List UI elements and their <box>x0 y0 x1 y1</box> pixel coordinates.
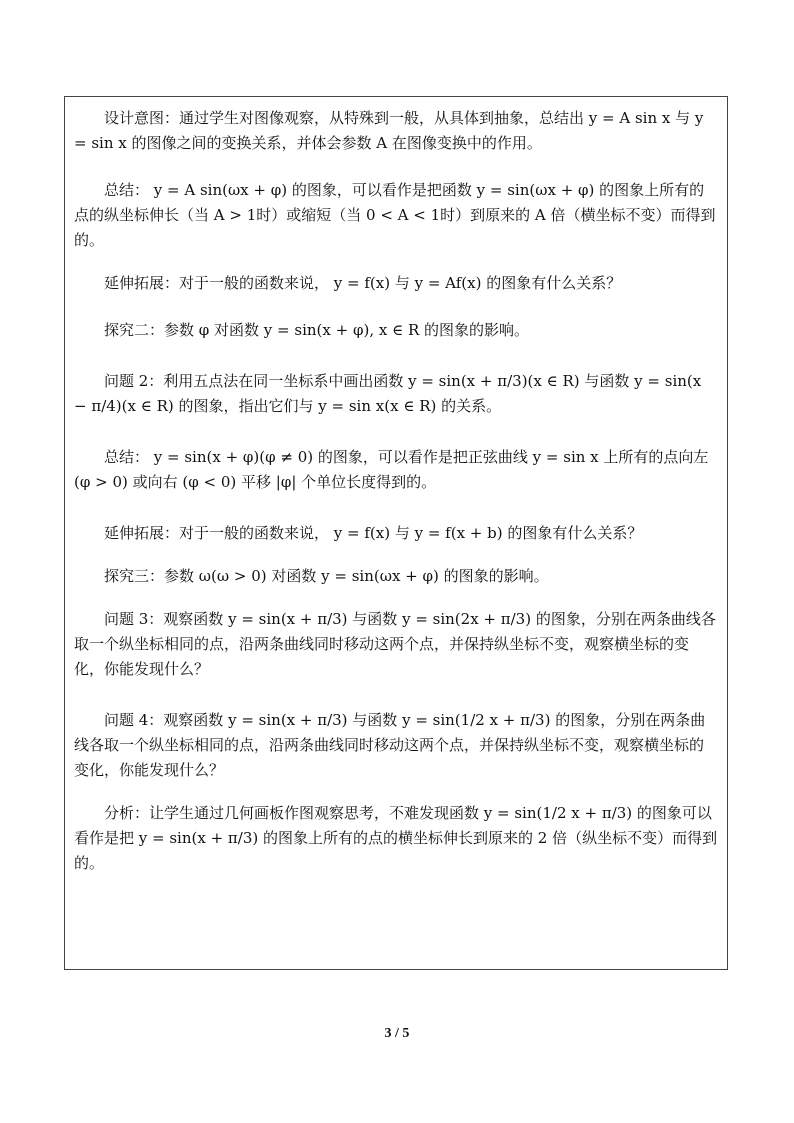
paragraph-extension-1: 延伸拓展：对于一般的函数来说， y = f(x) 与 y = Af(x) 的图象有什么关系？ <box>104 274 622 292</box>
paragraph-question-4: 问题 4：观察函数 y = sin(x + π/3) 与函数 y = sin(1/2 x + π/3) 的图象，分别在两条曲线各取一个纵坐标相同的点，沿两条曲线同时移动这两个点，并保持纵坐标不变，观察横坐标的变化，你能发现什么？ <box>74 711 706 779</box>
paragraph-question-2: 问题 2：利用五点法在同一坐标系中画出函数 y = sin(x + π/3)(x ∈ R) 与函数 y = sin(x − π/4)(x ∈ R) 的图象，指出它们与 y = sin x(x ∈ R) 的关系。 <box>74 372 702 415</box>
paragraph-summary-1: 总结： y = A sin(ωx + φ) 的图象，可以看作是把函数 y = sin(ωx + φ) 的图象上所有的点的纵坐标伸长（当 A > 1时）或缩短（当 0 < A < 1时）到原来的 A 倍（横坐标不变）而得到的。 <box>74 181 716 249</box>
paragraph-design-intent: 设计意图：通过学生对图像观察，从特殊到一般，从具体到抽象，总结出 y = A sin x 与 y = sin x 的图像之间的变换关系，并体会参数 A 在图像变换中的作用。 <box>74 109 704 152</box>
paragraph-analysis: 分析：让学生通过几何画板作图观察思考，不难发现函数 y = sin(1/2 x + π/3) 的图象可以看作是把 y = sin(x + π/3) 的图象上所有的点的横坐标伸长到原来的 2 倍（纵坐标不变）而得到的。 <box>74 804 718 872</box>
paragraph-summary-2: 总结： y = sin(x + φ)(φ ≠ 0) 的图象，可以看作是把正弦曲线 y = sin x 上所有的点向左 (φ > 0) 或向右 (φ < 0) 平移 |φ| 个单位长度得到的。 <box>74 448 709 491</box>
paragraph-extension-2: 延伸拓展：对于一般的函数来说， y = f(x) 与 y = f(x + b) 的图象有什么关系？ <box>104 524 643 542</box>
paragraph-question-3: 问题 3：观察函数 y = sin(x + π/3) 与函数 y = sin(2x + π/3) 的图象，分别在两条曲线各取一个纵坐标相同的点，沿两条曲线同时移动这两个点，并保持纵坐标不变，观察横坐标的变化，你能发现什么？ <box>74 610 716 678</box>
paragraph-explore-3: 探究三：参数 ω(ω > 0) 对函数 y = sin(ωx + φ) 的图象的影响。 <box>104 567 549 585</box>
page-number: 3 / 5 <box>384 1026 410 1041</box>
document-body <box>74 106 718 876</box>
paragraph-explore-2: 探究二：参数 φ 对函数 y = sin(x + φ), x ∈ R 的图象的影响。 <box>104 321 530 339</box>
